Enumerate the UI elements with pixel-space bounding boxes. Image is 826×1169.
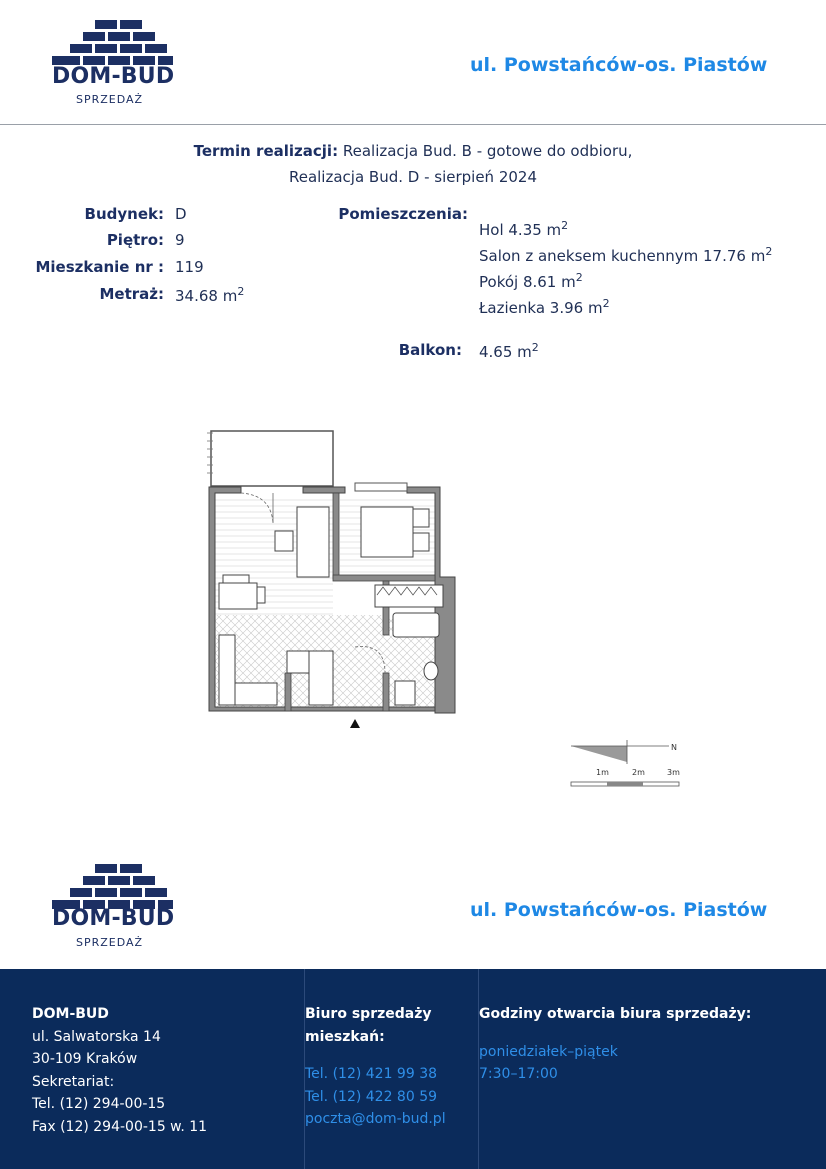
logo-bottom [50,864,175,954]
street-title: ul. Powstańców-os. Piastów [470,54,768,76]
company-street: ul. Salwatorska 14 [32,1028,161,1045]
bathtub [393,613,439,637]
mieszkanie-value: 119 [175,258,204,276]
metraz-value: 34.68 $m^2$ [175,285,245,305]
brick-logo-icon [50,20,175,65]
floor-plan [195,425,465,735]
room-pokoj: Pokój 8.61 $m^2$ [479,271,583,291]
secretariat-fax: Fax (12) 294-00-15 w. 11 [32,1118,208,1135]
termin-label: Termin realizacji: [193,142,339,160]
termin-value-1: Realizacja Bud. B - gotowe do odbioru, [342,142,633,160]
street-title-bottom: ul. Powstańców-os. Piastów [470,899,768,921]
logo-text: DOM-BUD [52,906,175,931]
sales-title-2: mieszkań: [305,1028,385,1045]
room-salon: Salon z aneksem kuchennym 17.76 $m^2$ [479,245,773,265]
company-city: 30-109 Kraków [32,1051,138,1067]
pomieszczenia-label: Pomieszczenia: [338,205,468,223]
dining-table [219,583,257,609]
hours-days: poniedziałek–piątek [479,1043,618,1060]
scale-3m: 3m [667,768,680,777]
budynek-value: D [175,205,187,223]
balkon-label: Balkon: [398,341,462,359]
footer-col-sales [305,1003,446,1131]
logo-subtitle: SPRZEDAŻ [76,936,144,949]
north-arrow-icon [571,746,627,762]
sales-phone-1-link[interactable]: Tel. (12) 421 99 38 [305,1066,438,1082]
bed [361,507,413,557]
sales-title-1: Biuro sprzedaży [305,1006,432,1022]
balkon-value: 4.65 $m^2$ [479,341,539,361]
entrance-arrow-icon [350,719,360,728]
balcony [211,431,333,486]
budynek-label: Budynek: [84,205,164,223]
footer-col-company [32,1003,207,1138]
scale-1m: 1m [596,768,609,777]
termin-line1 [0,142,826,160]
room-lazienka: Łazienka 3.96 $m^2$ [479,297,610,317]
sales-email-link[interactable]: poczta@dom-bud.pl [305,1111,446,1127]
scale-2m: 2m [632,768,645,777]
wardrobe [375,585,443,607]
termin-line2: Realizacja Bud. D - sierpień 2024 [288,168,538,186]
metraz-label: Metraż: [99,285,164,303]
north-label: N [671,743,677,752]
hours-title: Godziny otwarcia biura sprzedaży: [479,1006,752,1022]
footer-col-hours [479,1003,751,1086]
logo-text: DOM-BUD [52,64,175,89]
hours-time: 7:30–17:00 [479,1066,558,1082]
brick-logo-icon [50,864,175,909]
pietro-value: 9 [175,231,185,249]
sofa [297,507,329,577]
secretariat-phone: Tel. (12) 294-00-15 [32,1096,166,1112]
room-hol: Hol 4.35 $m^2$ [479,219,569,239]
logo-top [50,20,175,110]
mieszkanie-label: Mieszkanie nr : [35,258,164,276]
header-divider [0,124,826,125]
company-name: DOM-BUD [32,1006,109,1022]
sales-phone-2-link[interactable]: Tel. (12) 422 80 59 [305,1088,438,1105]
pietro-label: Piętro: [106,231,164,249]
secretariat-label: Sekretariat: [32,1073,115,1090]
logo-subtitle: SPRZEDAŻ [76,93,144,106]
